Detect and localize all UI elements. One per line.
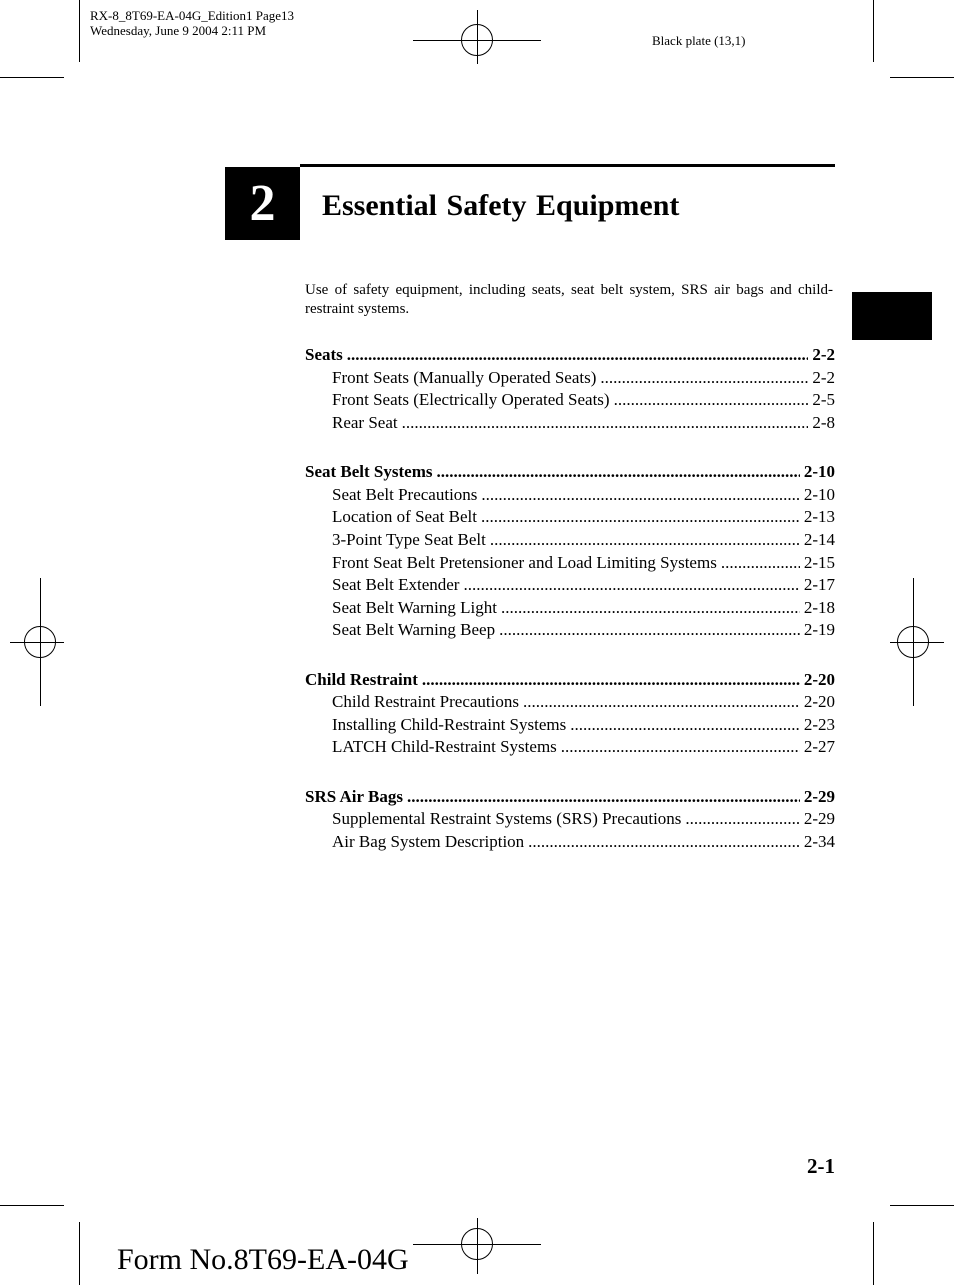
toc-page: 2-15 — [803, 553, 835, 572]
toc-page: 2-27 — [803, 737, 835, 756]
toc-page: 2-29 — [803, 809, 835, 828]
toc-page: 2-5 — [812, 390, 835, 409]
toc-page: 2-10 — [803, 485, 835, 504]
toc-section-child-restraint[interactable] — [305, 669, 835, 691]
toc-page: 2-29 — [803, 787, 835, 806]
toc-section-seat-belt-systems[interactable] — [305, 461, 835, 483]
toc-page: 2-18 — [803, 598, 835, 617]
page-number: 2-1 — [807, 1154, 835, 1178]
crop-mark — [79, 1222, 80, 1285]
crop-mark — [79, 0, 80, 62]
toc-item[interactable] — [332, 574, 835, 596]
registration-circle — [461, 24, 493, 56]
toc-page: 2-10 — [803, 462, 835, 481]
toc-page: 2-8 — [812, 413, 835, 432]
toc-page: 2-23 — [803, 715, 835, 734]
print-timestamp: Wednesday, June 9 2004 2:11 PM — [90, 23, 267, 38]
toc-item-title: Supplemental Restraint Systems (SRS) Precautions — [332, 809, 682, 828]
toc-item-title: Child Restraint Precautions — [332, 692, 519, 711]
registration-circle — [461, 1228, 493, 1260]
toc-item-title: Front Seats (Manually Operated Seats) — [332, 368, 597, 387]
toc-item[interactable] — [332, 367, 835, 389]
toc-page: 2-13 — [803, 507, 835, 526]
toc-page: 2-14 — [803, 530, 835, 549]
toc-item-title: Front Seats (Electrically Operated Seats) — [332, 390, 610, 409]
chapter-title: Essential Safety Equipment — [322, 189, 680, 222]
crop-mark — [890, 77, 954, 78]
toc-item[interactable] — [332, 808, 835, 830]
toc-item[interactable] — [332, 389, 835, 411]
toc-section-title: Child Restraint — [305, 670, 418, 689]
toc-section-srs-air-bags[interactable] — [305, 786, 835, 808]
print-file-info — [90, 8, 294, 38]
toc-item-title: LATCH Child-Restraint Systems — [332, 737, 557, 756]
toc-item[interactable] — [332, 736, 835, 758]
toc-section-title: SRS Air Bags — [305, 787, 403, 806]
registration-circle — [897, 626, 929, 658]
chapter-number: 2 — [225, 167, 300, 240]
toc-item-title: Seat Belt Warning Beep — [332, 620, 496, 639]
toc-section-title: Seats — [305, 345, 343, 364]
toc-item[interactable] — [332, 691, 835, 713]
toc-item-title: Air Bag System Description — [332, 832, 525, 851]
toc-item-title: Seat Belt Precautions — [332, 485, 478, 504]
toc-page: 2-2 — [812, 368, 835, 387]
plate-label: Black plate (13,1) — [652, 33, 746, 48]
chapter-rule — [300, 164, 835, 167]
toc-item-title: Seat Belt Warning Light — [332, 598, 497, 617]
toc-item[interactable] — [332, 831, 835, 853]
crop-mark — [0, 1205, 64, 1206]
toc-item[interactable] — [332, 597, 835, 619]
toc-page: 2-19 — [803, 620, 835, 639]
toc-section-seats[interactable] — [305, 344, 835, 366]
crop-mark — [890, 1205, 954, 1206]
toc-item[interactable] — [332, 529, 835, 551]
toc-page: 2-34 — [803, 832, 835, 851]
registration-circle — [24, 626, 56, 658]
crop-mark — [0, 77, 64, 78]
toc-item-title: Location of Seat Belt — [332, 507, 477, 526]
chapter-tab — [852, 292, 932, 340]
print-file-name: RX-8_8T69-EA-04G_Edition1 Page13 — [90, 8, 295, 23]
toc-item[interactable] — [332, 714, 835, 736]
toc-item-title: Seat Belt Extender — [332, 575, 460, 594]
toc-page: 2-2 — [812, 345, 835, 364]
form-number: Form No.8T69-EA-04G — [117, 1243, 409, 1276]
toc-page: 2-20 — [803, 670, 835, 689]
chapter-intro: Use of safety equipment, including seats, seat belt system, SRS air bags and child-restraint systems. — [305, 282, 833, 317]
toc-page: 2-17 — [803, 575, 835, 594]
toc-item-title: 3-Point Type Seat Belt — [332, 530, 486, 549]
toc-section-title: Seat Belt Systems — [305, 462, 433, 481]
toc-item-title: Installing Child-Restraint Systems — [332, 715, 567, 734]
toc-page: 2-20 — [803, 692, 835, 711]
toc-item-title: Front Seat Belt Pretensioner and Load Limiting Systems — [332, 553, 717, 572]
toc-item[interactable] — [332, 412, 835, 434]
crop-mark — [873, 1222, 874, 1285]
toc-item[interactable] — [332, 484, 835, 506]
toc-item[interactable] — [332, 619, 835, 641]
toc-item[interactable] — [332, 552, 835, 574]
crop-mark — [873, 0, 874, 62]
toc-item[interactable] — [332, 506, 835, 528]
toc-item-title: Rear Seat — [332, 413, 398, 432]
